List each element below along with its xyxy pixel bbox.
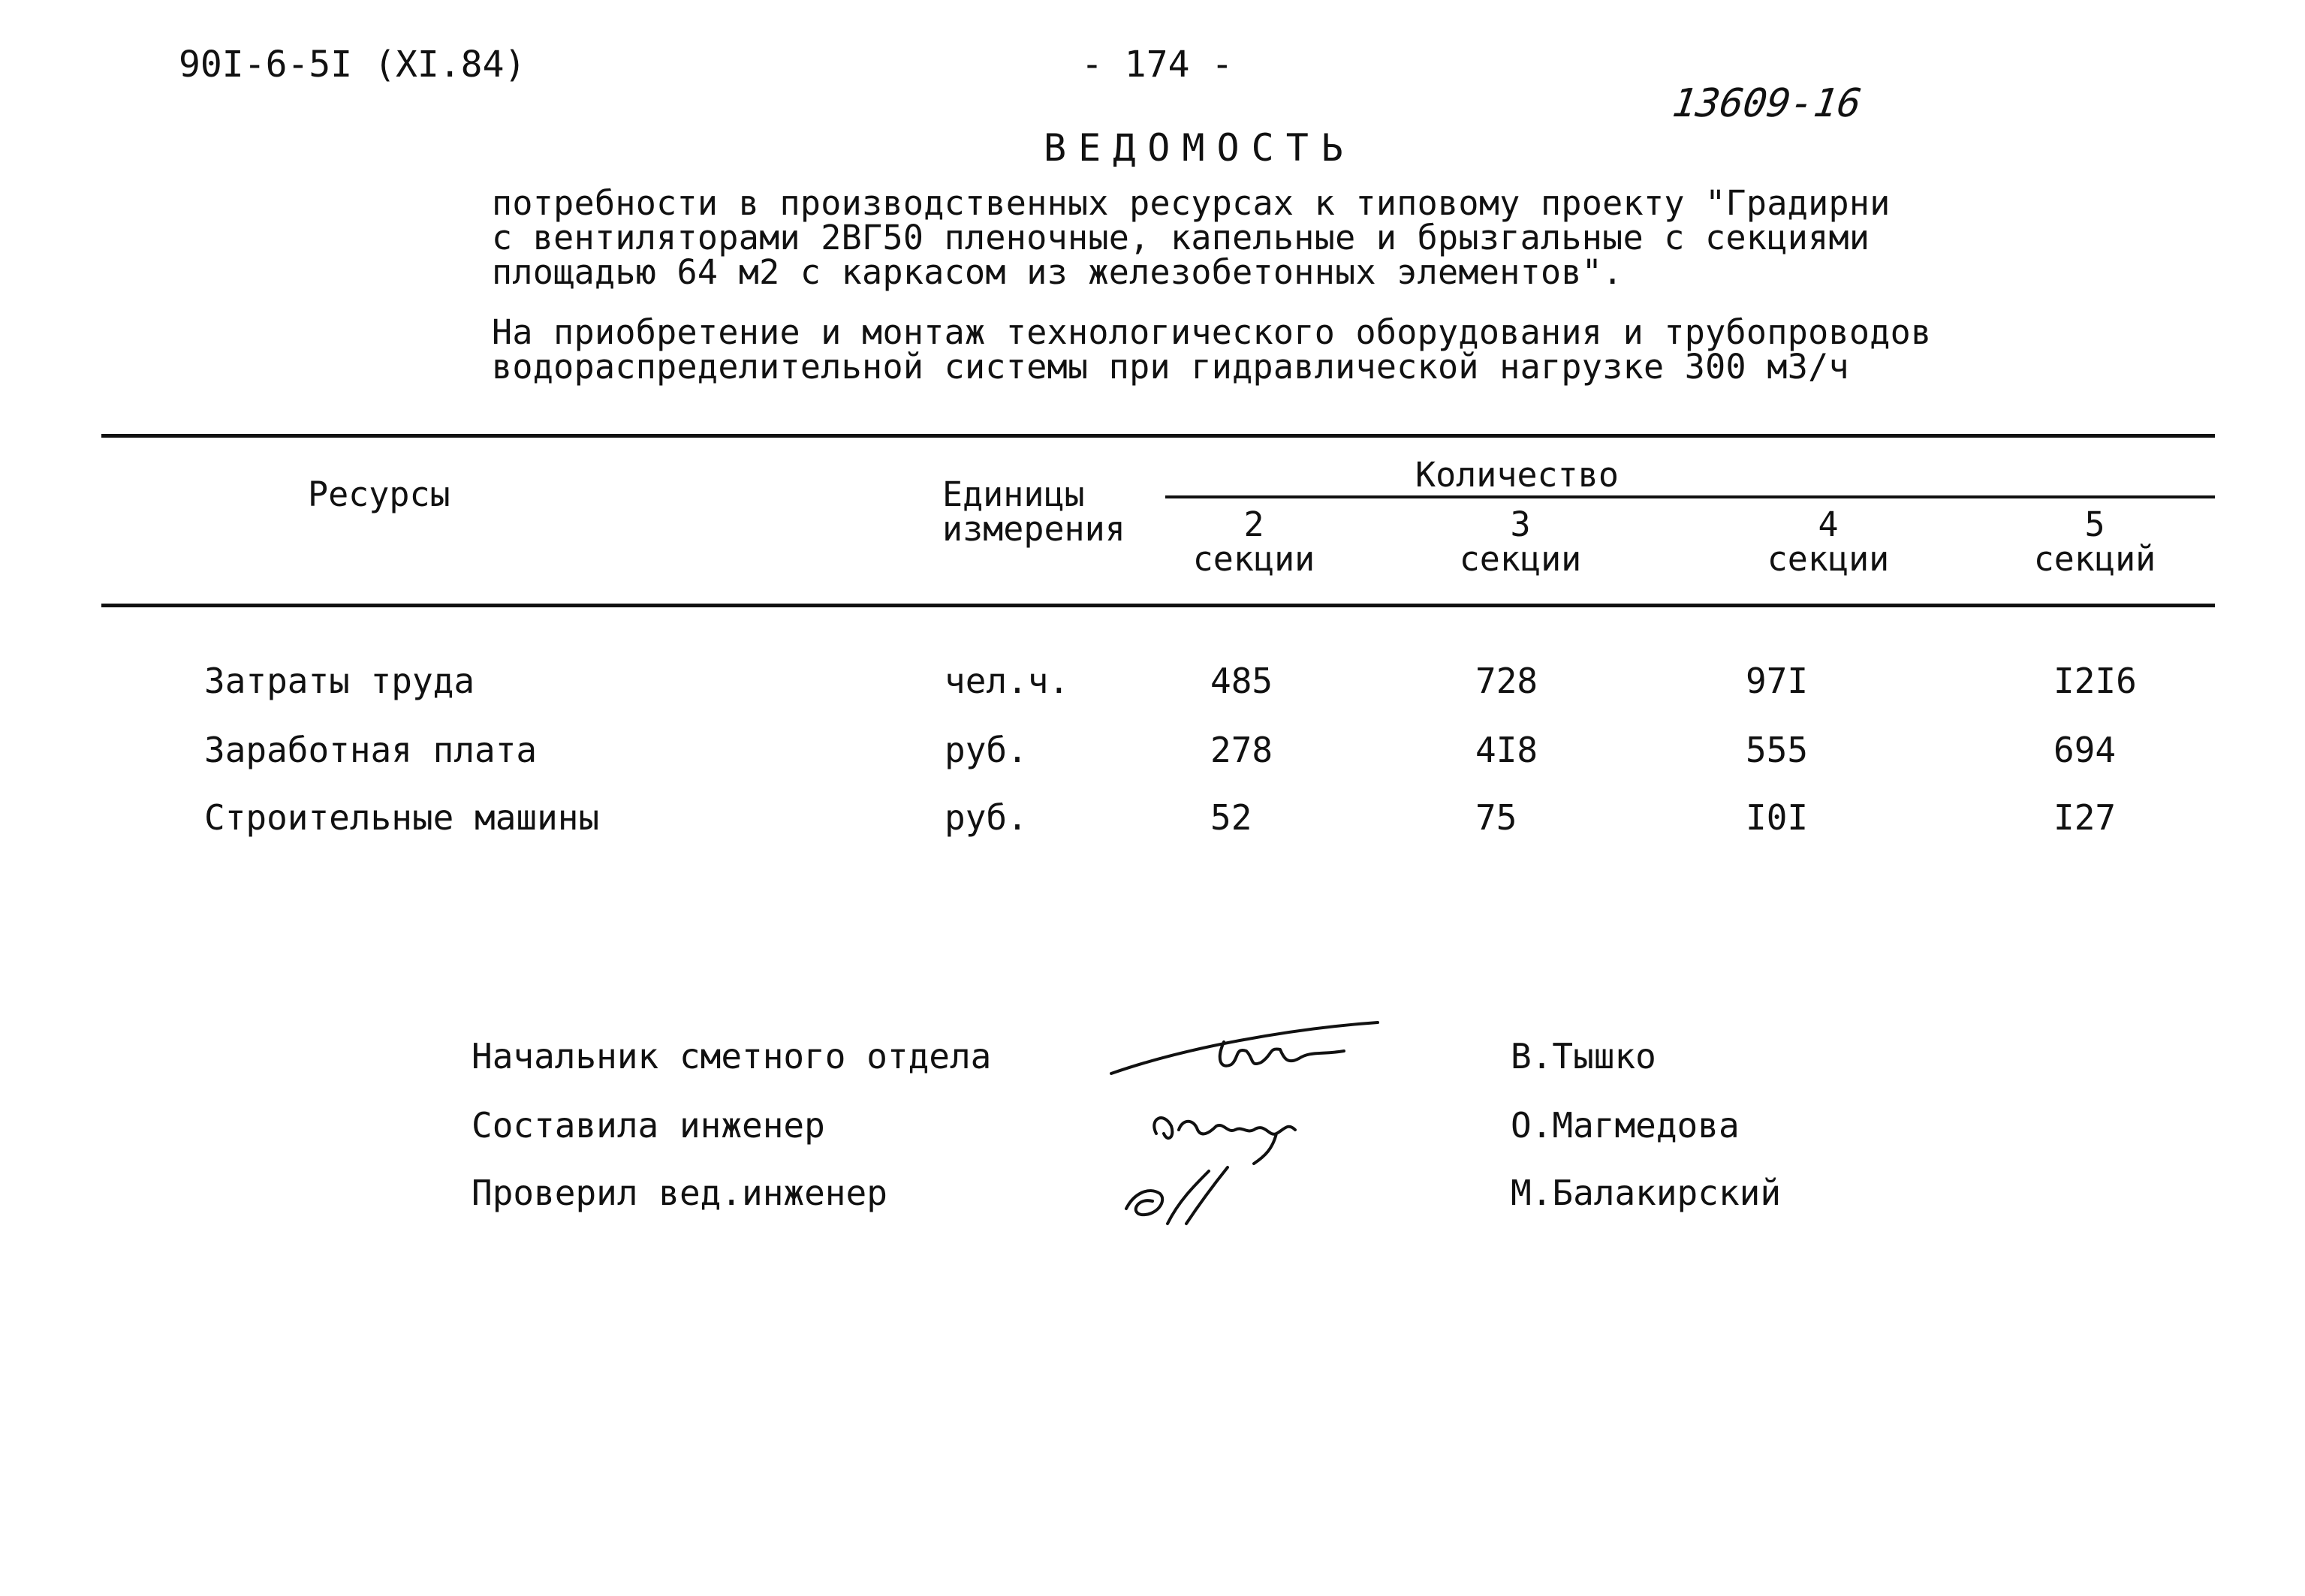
row-labor-unit: чел.ч.	[945, 661, 1070, 701]
header-units-line: измерения	[942, 509, 1125, 549]
document-code: 90I-6-5I (XI.84)	[179, 44, 526, 86]
header-col-2-sections	[1190, 504, 1318, 579]
table-top-rule	[101, 434, 2215, 438]
header-units	[942, 474, 1125, 549]
row-machines-name: Строительные машины	[204, 797, 600, 838]
row-machines-value-2: 52	[1210, 797, 1252, 838]
row-machines-unit: руб.	[945, 797, 1028, 838]
description-block	[492, 183, 1891, 292]
row-machines-value-3: 75	[1475, 797, 1517, 838]
header-col-number: 5	[2084, 504, 2105, 544]
description-line: потребности в производственных ресурсах к типовому проекту "Градирни	[492, 183, 1891, 223]
header-col-3-sections	[1453, 504, 1588, 579]
subject-line: водораспределительной системы при гидравлической нагрузке 300 м3/ч	[492, 347, 1849, 387]
row-labor-value-5: I2I6	[2053, 661, 2137, 701]
header-resources: Ресурсы	[308, 474, 450, 514]
signature-role-head: Начальник сметного отдела	[472, 1036, 992, 1077]
signature-stroke-checker	[1126, 1167, 1228, 1224]
row-wages-value-4: 555	[1746, 730, 1809, 770]
header-col-number: 4	[1818, 504, 1839, 544]
page-number: - 174 -	[1081, 44, 1234, 86]
archive-number: 13609-16	[1669, 81, 1864, 126]
handwritten-signatures	[1096, 976, 1412, 1261]
signature-name-checker: М.Балакирский	[1511, 1173, 1782, 1213]
header-col-number: 3	[1510, 504, 1531, 544]
row-labor-value-2: 485	[1210, 661, 1273, 701]
signature-name-head: В.Тышко	[1511, 1036, 1656, 1077]
row-wages-value-2: 278	[1210, 730, 1273, 770]
row-wages-value-5: 694	[2053, 730, 2117, 770]
header-col-word: секции	[1767, 539, 1890, 579]
signature-stroke-head	[1220, 1042, 1344, 1066]
signature-stroke-compiler	[1154, 1118, 1295, 1164]
row-wages-name: Заработная плата	[204, 730, 538, 770]
description-line: площадью 64 м2 с каркасом из железобетонных элементов".	[492, 252, 1623, 292]
table-header-bottom-rule	[101, 604, 2215, 607]
signature-name-compiler: О.Магмедова	[1511, 1105, 1740, 1146]
header-col-5-sections	[2031, 504, 2159, 579]
description-line: с вентиляторами 2ВГ50 пленочные, капельные и брызгальные с секциями	[492, 218, 1870, 257]
header-col-word: секции	[1192, 539, 1315, 579]
row-labor-value-4: 97I	[1746, 661, 1809, 701]
row-wages-unit: руб.	[945, 730, 1028, 770]
subject-line: На приобретение и монтаж технологического оборудования и трубопроводов	[492, 312, 1932, 352]
subject-block	[492, 312, 1932, 387]
row-labor-value-3: 728	[1475, 661, 1538, 701]
signature-role-compiler: Составила инженер	[472, 1105, 825, 1146]
row-machines-value-4: I0I	[1746, 797, 1809, 838]
header-units-line: Единицы	[942, 474, 1085, 514]
row-labor-name: Затраты труда	[204, 661, 475, 701]
signature-stroke-head	[1111, 1022, 1378, 1074]
header-col-4-sections	[1761, 504, 1896, 579]
row-wages-value-3: 4I8	[1475, 730, 1538, 770]
quantity-header-rule	[1165, 495, 2215, 498]
header-col-word: секций	[2033, 539, 2156, 579]
header-col-word: секции	[1459, 539, 1582, 579]
header-col-number: 2	[1243, 504, 1264, 544]
document-title: ВЕДОМОСТЬ	[1044, 126, 1355, 170]
signature-role-checker: Проверил вед.инженер	[472, 1173, 887, 1213]
row-machines-value-5: I27	[2053, 797, 2117, 838]
header-quantity: Количество	[1415, 455, 1619, 495]
